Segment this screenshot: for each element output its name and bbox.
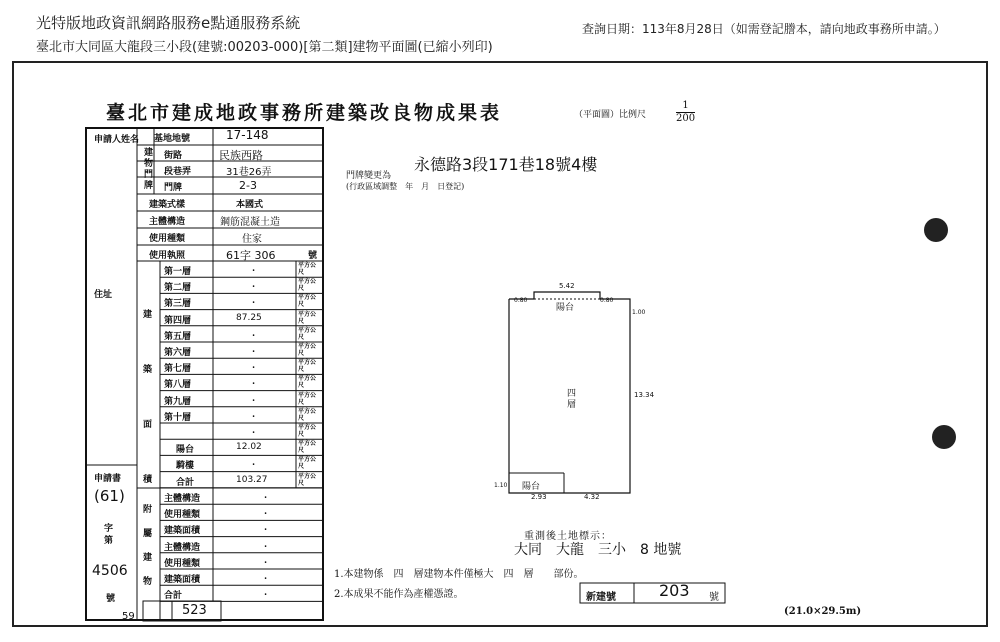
annex-row-value: . [264,588,268,599]
request-number: 4506 [92,563,128,579]
no-label: 號 [106,594,116,604]
applicant-label: 申請人姓名 [94,135,140,145]
annex-row-value: . [264,491,268,501]
row-value: . [252,393,256,404]
bottom-balcony-label: 陽台 [522,482,541,492]
dim-top: 5.42 [559,282,575,290]
area-group-label: 建築面積 [143,310,153,485]
row-value: . [252,345,256,355]
punch-hole-icon [932,425,956,449]
row-label: 第四層 [164,315,192,326]
annex-row-label: 主體構造 [164,494,201,504]
row-value: . [252,296,256,307]
lane-label: 段巷弄 [164,167,192,177]
footer-handwriting: 59 [122,611,135,622]
row-label: 第七層 [164,364,192,375]
structure-label: 主體構造 [149,217,186,227]
note-line-1: 1.本建物係 四 層建物本件僅極大 四 層 部份。 [334,569,584,580]
top-balcony-label: 陽台 [556,303,575,313]
footer-box-number: 523 [182,603,207,618]
resurvey-handwriting: 大同 大龍 三小 8 地號 [514,542,682,558]
dim-small-c: 1.00 [632,309,646,316]
row-label: 第二層 [164,283,192,294]
request-value: (61) [94,487,125,505]
document-subtitle: 臺北市大同區大龍段三小段(建號:00203-000)[第二類]建物平面圖(已縮小列印) [36,40,493,55]
row-value: . [252,361,256,372]
scale-numerator: 1 [676,100,695,113]
unit-label: 平方公尺 [298,359,317,374]
unit-label: 平方公尺 [298,326,317,341]
new-number-suffix: 號 [709,592,719,603]
annex-row-value: . [264,523,268,534]
dim-small-a: 0.80 [514,297,528,304]
dim-small-d: 1.10 [494,482,508,489]
punch-hole-icon [924,218,948,242]
scale-denominator: 200 [676,113,696,124]
unit-label: 平方公尺 [298,310,317,325]
license-label: 使用執照 [149,251,186,261]
number-value: 2-3 [239,179,257,192]
dim-bottom-left: 2.93 [531,493,547,501]
request-label: 申請書 [94,474,122,484]
address-label: 住址 [94,290,113,300]
row-value: . [252,426,256,436]
paper-size: (21.0×29.5m) [784,606,862,617]
row-value: . [252,377,256,388]
annex-group-label: 附屬建物 [143,505,153,587]
annex-row-label: 主體構造 [164,542,201,553]
use-value: 住家 [242,234,262,245]
row-value: 12.02 [236,442,262,453]
row-label: 第六層 [164,348,192,358]
row-label: 第五層 [164,331,192,342]
resurvey-stamp: 重測後土地標示： [524,531,612,542]
license-value: 61字 306 [226,249,276,262]
lane-value: 31巷26弄 [226,167,272,178]
query-date: 查詢日期：113年8月28日（如需登記謄本，請向地政事務所申請。） [582,22,946,36]
annex-row-label: 建築面積 [164,575,201,585]
word-label: 字第 [104,524,114,546]
annex-row-value: . [264,507,268,518]
form-grid [14,63,990,629]
annex-row-value: . [264,555,268,566]
number-label: 門牌 [164,183,183,193]
unit-label: 平方公尺 [298,278,317,293]
new-number-label: 新建號 [586,592,616,603]
dim-right: 13.34 [634,391,655,399]
row-label: 騎樓 [176,461,195,472]
annex-row-value: . [264,572,268,582]
doorplate-change-label: 門牌變更為 [346,171,392,181]
parcel-value: 17-148 [226,128,269,142]
unit-label: 平方公尺 [298,391,317,406]
use-label: 使用種類 [149,234,186,244]
sheet-title: 臺北市建成地政事務所建築改良物成果表 [106,102,503,124]
row-label: 陽台 [176,445,195,456]
street-label: 街路 [164,151,183,161]
doorplate-group-label: 建物門牌 [144,148,154,191]
unit-label: 平方公尺 [298,407,317,422]
unit-label: 平方公尺 [298,262,317,276]
row-label: 第九層 [164,396,192,407]
row-label: 第三層 [164,299,192,310]
scale-label: （平面圖）比例尺 [574,110,647,120]
survey-sheet [12,61,988,627]
style-value: 本國式 [236,200,264,210]
annex-row-value: . [264,539,268,550]
note-line-2: 2.本成果不能作為產權憑證。 [334,589,464,600]
license-suffix: 號 [308,251,318,261]
unit-label: 平方公尺 [298,343,317,357]
unit-label: 平方公尺 [298,294,317,309]
annex-row-label: 建築面積 [164,526,201,537]
row-value: . [252,328,256,339]
annex-row-label: 使用種類 [164,558,201,569]
unit-label: 平方公尺 [298,440,317,455]
row-value: . [252,458,256,469]
unit-label: 平方公尺 [298,375,317,390]
style-label: 建築式樣 [149,200,186,210]
floor-label: 四層 [567,389,577,410]
structure-value: 鋼筋混凝土造 [220,217,280,228]
dim-small-b: 0.80 [600,297,614,304]
unit-label: 平方公尺 [298,424,317,438]
row-label: 合計 [176,477,195,488]
row-value: . [252,280,256,291]
row-value: . [252,409,256,420]
row-value: . [252,264,256,274]
annex-row-label: 使用種類 [164,510,201,521]
admin-adjust-label: (行政區域調整 年 月 日登記) [346,182,465,191]
row-value: 103.27 [236,474,268,485]
dim-bottom-right: 4.32 [584,493,600,501]
row-value: 87.25 [236,312,262,323]
row-label: 第十層 [164,412,192,423]
annex-row-label: 合計 [164,591,183,602]
doorplate-change-value: 永德路3段171巷18號4樓 [414,155,598,174]
system-title: 光特版地政資訊網路服務e點通服務系統 [36,14,301,32]
parcel-label: 基地地號 [154,134,191,144]
street-value: 民族西路 [219,149,263,162]
unit-label: 平方公尺 [298,456,317,471]
new-number-value: 203 [659,581,690,600]
unit-label: 平方公尺 [298,472,317,487]
row-label: 第一層 [164,267,192,277]
row-label: 第八層 [164,380,192,391]
